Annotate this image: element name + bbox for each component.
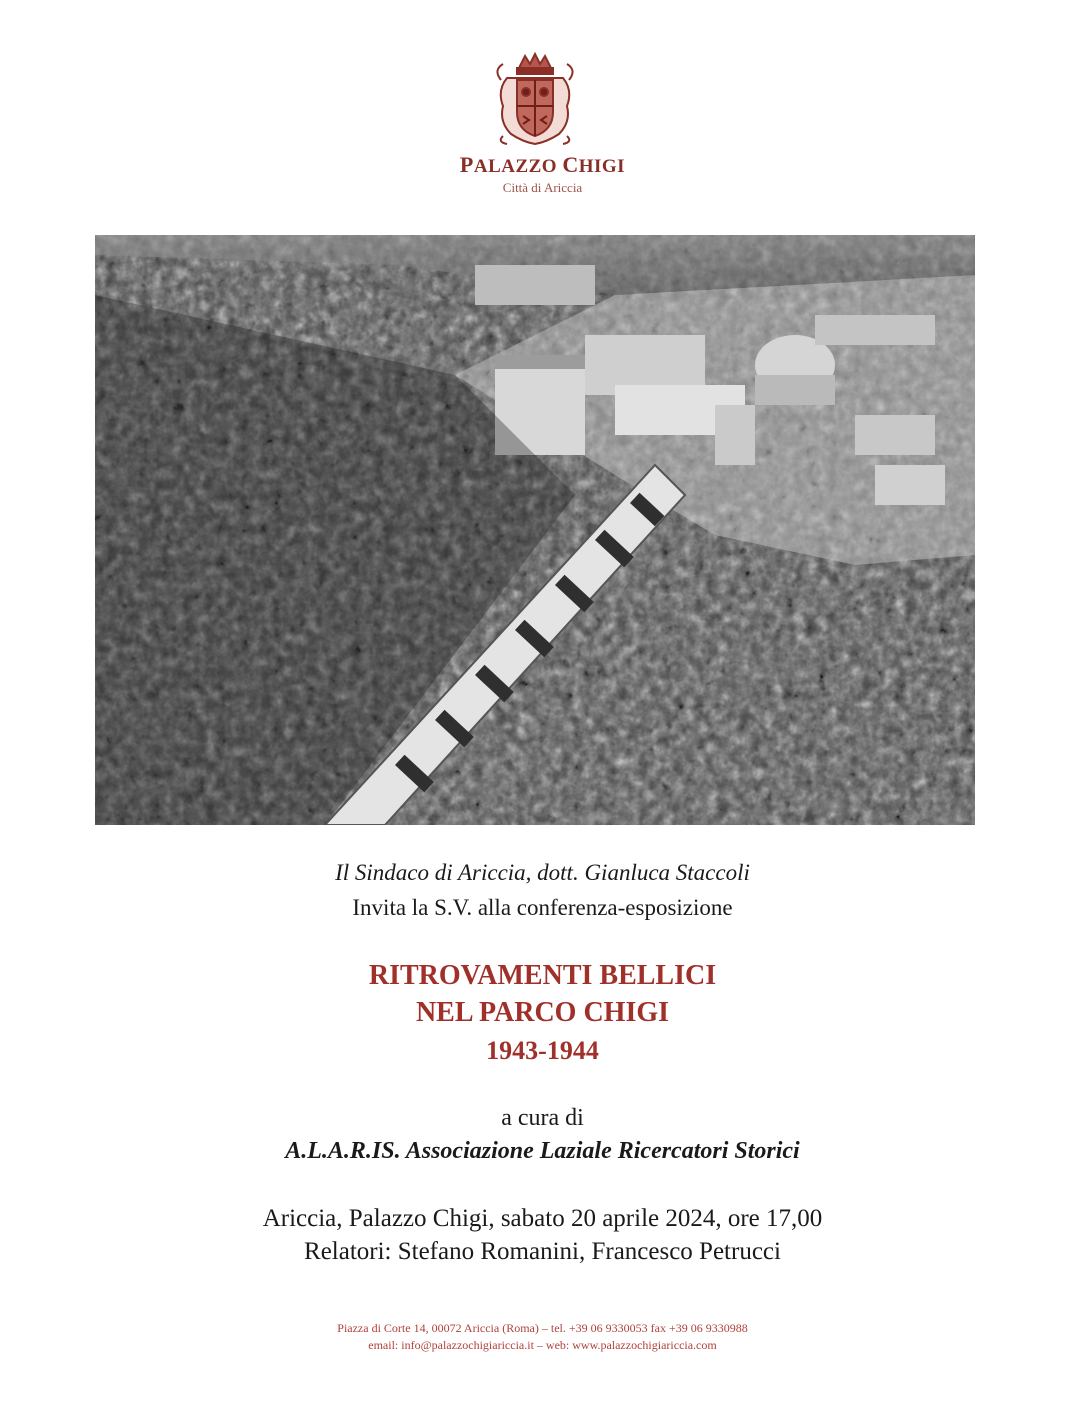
footer-address: Piazza di Corte 14, 00072 Ariccia (Roma) – tel. +39 06 9330053 fax +39 06 9330988	[337, 1321, 748, 1335]
event-speakers: Relatori: Stefano Romanini, Francesco Petrucci	[304, 1238, 781, 1265]
aerial-photo	[95, 235, 975, 825]
host-line: Il Sindaco di Ariccia, dott. Gianluca Staccoli	[335, 860, 750, 885]
brand-subtitle: Città di Ariccia	[502, 180, 583, 195]
invite-line: Invita la S.V. alla conferenza-esposizione	[352, 895, 733, 920]
event-title-line2: NEL PARCO CHIGI	[415, 997, 670, 1028]
event-title-years: 1943-1944	[486, 1036, 599, 1065]
brand-name: PALAZZO CHIGI	[459, 152, 626, 177]
curators-label: a cura di	[501, 1105, 584, 1131]
curators-name: A.L.A.R.IS. Associazione Laziale Ricercatori Storici	[285, 1138, 800, 1164]
event-title-line1: RITROVAMENTI BELLICI	[368, 960, 717, 991]
coat-of-arms-icon	[493, 50, 577, 146]
event-place-date: Ariccia, Palazzo Chigi, sabato 20 aprile 2024, ore 17,00	[262, 1205, 823, 1232]
footer-contact: email: info@palazzochigiariccia.it – web: www.palazzochigiariccia.com	[368, 1338, 717, 1352]
